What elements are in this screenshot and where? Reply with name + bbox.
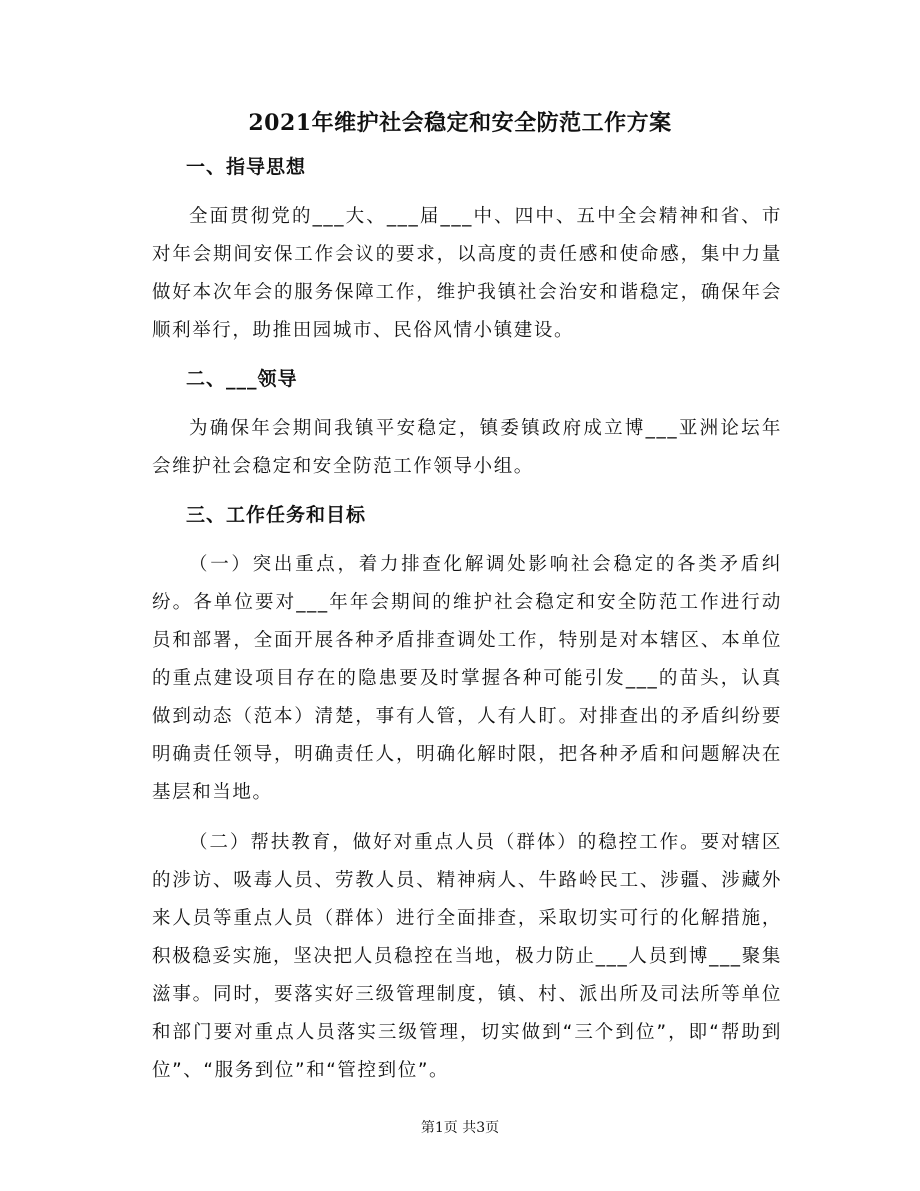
paragraph-task-2: （二）帮扶教育，做好对重点人员（群体）的稳控工作。要对辖区的涉访、吸毒人员、劳教人员、精神病人、牛路岭民工、涉疆、涉藏外来人员等重点人员（群体）进行全面排查，采取切实可行的化解措施，积极稳妥实施，坚决把人员稳控在当地，极力防止___人员到博___聚集滋事。同时，要落实好三级管理制度，镇、村、派出所及司法所等单位和部门要对重点人员落实三级管理，切实做到“三个到位”，即“帮助到位”、“服务到位”和“管控到位”。 [152, 832, 782, 1081]
section-heading-leadership: 二、___领导 [186, 368, 298, 390]
page-number: 第1页 共3页 [420, 1120, 500, 1136]
paragraph-guiding-ideology: 全面贯彻党的___大、___届___中、四中、五中全会精神和省、市对年会期间安保工作会议的要求，以高度的责任感和使命感，集中力量做好本次年会的服务保障工作，维护我镇社会治安和谐稳定，确保年会顺利举行，助推田园城市、民俗风情小镇建设。 [152, 206, 782, 341]
section-heading-guiding-ideology: 一、指导思想 [186, 156, 307, 178]
paragraph-task-1: （一）突出重点，着力排查化解调处影响社会稳定的各类矛盾纠纷。各单位要对___年年会期间的维护社会稳定和安全防范工作进行动员和部署，全面开展各种矛盾排查调处工作，特别是对本辖区、本单位的重点建设项目存在的隐患要及时掌握各种可能引发___的苗头，认真做到动态（范本）清楚，事有人管，人有人盯。对排查出的矛盾纠纷要明确责任领导，明确责任人，明确化解时限，把各种矛盾和问题解决在基层和当地。 [152, 554, 782, 803]
document-body [152, 150, 782, 1102]
document-title: 2021年维护社会稳定和安全防范工作方案 [248, 110, 672, 136]
paragraph-leadership: 为确保年会期间我镇平安稳定，镇委镇政府成立博___亚洲论坛年会维护社会稳定和安全防范工作领导小组。 [152, 418, 782, 477]
section-heading-tasks-goals: 三、工作任务和目标 [186, 504, 367, 526]
